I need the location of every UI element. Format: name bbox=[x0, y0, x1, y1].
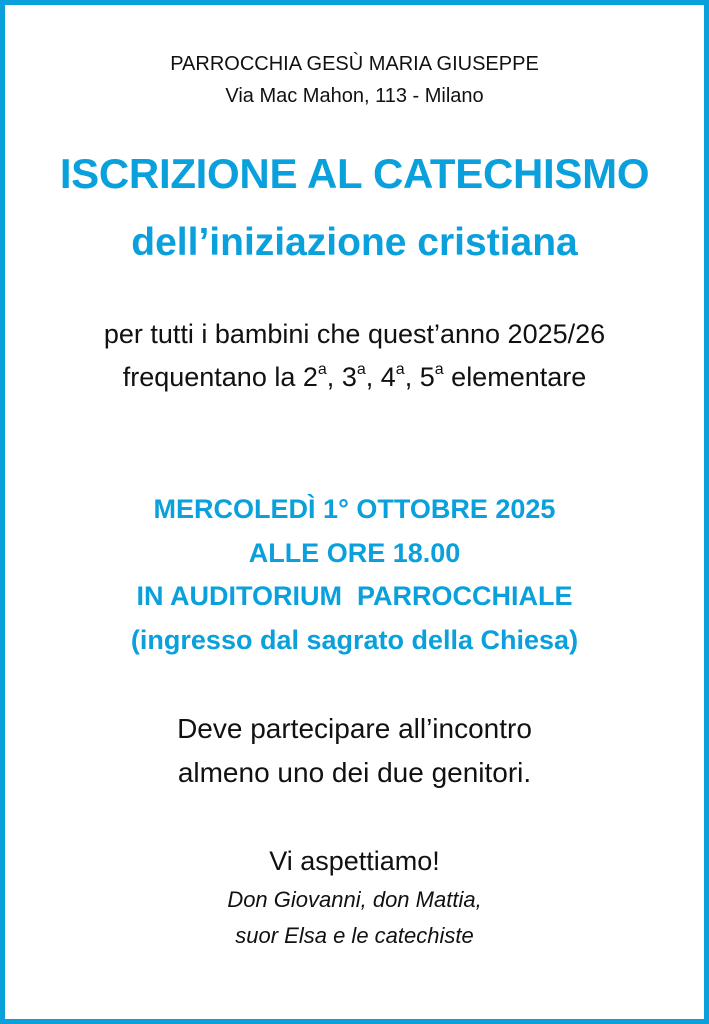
grade-2-sup: a bbox=[317, 361, 327, 378]
intro-line-1: per tutti i bambini che quest’anno 2025/26 bbox=[103, 319, 606, 349]
page-subtitle: dell’iniziazione cristiana bbox=[131, 221, 578, 264]
grade-3-sup: a bbox=[356, 361, 366, 378]
signature-line-2: suor Elsa e le catechiste bbox=[235, 923, 474, 948]
grade-2-num: 2 bbox=[302, 362, 318, 392]
grade-5-num: 5 bbox=[419, 362, 435, 392]
grade-4-sup: a bbox=[395, 361, 405, 378]
grade-3-num: 3 bbox=[341, 362, 357, 392]
intro-suffix: elementare bbox=[451, 362, 587, 392]
parish-address: Via Mac Mahon, 113 - Milano bbox=[225, 85, 484, 107]
note-line-1: Deve partecipare all’incontro bbox=[177, 713, 532, 744]
grade-5-sup: a bbox=[434, 361, 444, 378]
note-line-2: almeno uno dei due genitori. bbox=[177, 757, 532, 788]
parish-name: PARROCCHIA GESÙ MARIA GIUSEPPE bbox=[170, 53, 539, 75]
grade-3-sep: , bbox=[365, 362, 381, 392]
grade-4-num: 4 bbox=[380, 362, 396, 392]
event-place: IN AUDITORIUM PARROCCHIALE bbox=[136, 581, 573, 611]
event-time: ALLE ORE 18.00 bbox=[248, 538, 461, 568]
closing-greeting: Vi aspettiamo! bbox=[269, 846, 440, 876]
intro-line-2 bbox=[0, 361, 709, 392]
event-entrance: (ingresso dal sagrato della Chiesa) bbox=[130, 625, 579, 655]
intro-prefix: frequentano la bbox=[122, 362, 303, 392]
signature-line-1: Don Giovanni, don Mattia, bbox=[227, 887, 482, 912]
page-title: ISCRIZIONE AL CATECHISMO bbox=[59, 150, 650, 197]
event-date: MERCOLEDÌ 1° OTTOBRE 2025 bbox=[153, 494, 556, 524]
grade-4-sep: , bbox=[404, 362, 420, 392]
grade-2-sep: , bbox=[326, 362, 342, 392]
